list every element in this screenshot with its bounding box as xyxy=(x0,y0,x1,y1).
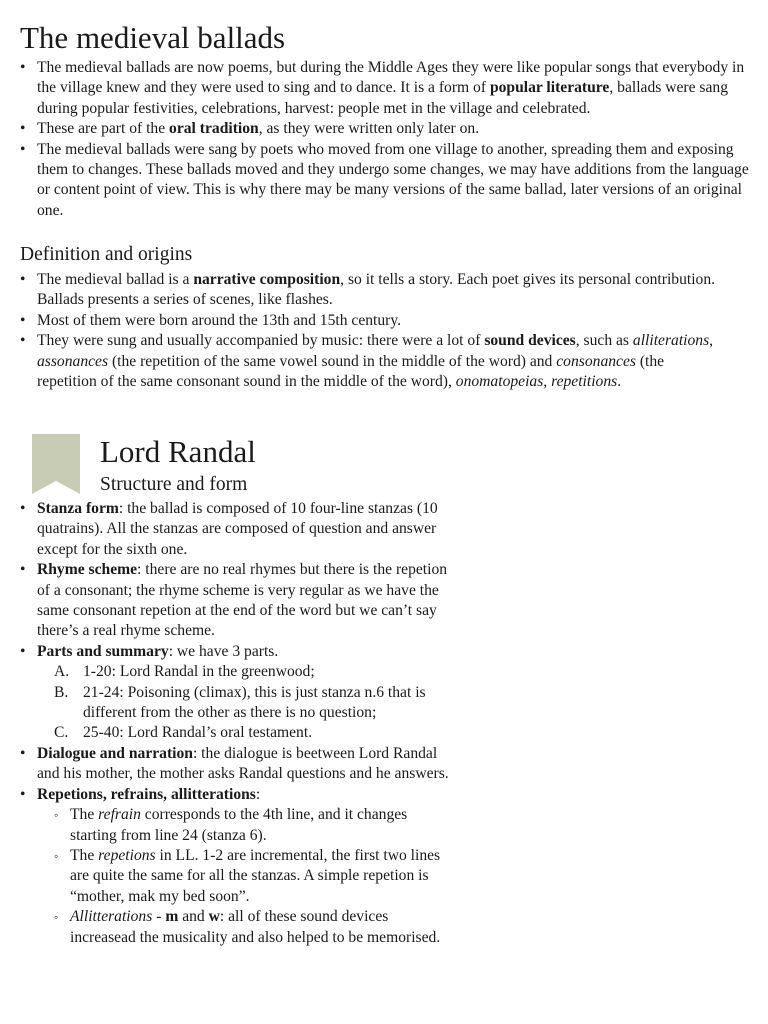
bold-term: Dialogue and narration xyxy=(37,744,193,762)
italic-term: consonances xyxy=(556,352,636,370)
text-run: . xyxy=(617,373,622,391)
text-run: in LL. 1-2 are incremental, the first two lines are quite the same for all the stanzas. A simple repetion is “mother, mak my bed soon”. xyxy=(70,846,441,905)
list-item xyxy=(20,331,720,392)
list-item xyxy=(20,499,456,560)
text-run: : the ballad is composed of 10 four-line stanzas (10 quatrains). All the stanzas are composed of question and answer except for the sixth one. xyxy=(37,500,438,558)
structure-bullet-list xyxy=(20,499,456,948)
text-run: The xyxy=(70,846,99,864)
text-run: : there are no real rhymes but there is the repetion of a consonant; the rhyme scheme is very regular as we have the same consonant repetion at the end of the word but we can’t say there’s a real rhyme scheme. xyxy=(37,561,448,640)
list-item xyxy=(20,744,456,785)
bold-term: Repetions, refrains, allitterations xyxy=(37,785,256,803)
list-item xyxy=(20,270,720,311)
list-marker: A. xyxy=(54,663,70,681)
italic-term: alliterations xyxy=(632,332,710,350)
text-run: The medieval ballad is a xyxy=(37,271,194,288)
list-item xyxy=(37,805,456,846)
text-run: , ballads were sang during popular festivities, celebrations, harvest: people met in the village and celebrated. xyxy=(37,79,729,117)
text-run: , such as xyxy=(575,332,633,350)
definition-bullet-list xyxy=(20,270,720,392)
bold-term: oral tradition xyxy=(169,120,259,138)
bold-term: Stanza form xyxy=(37,500,119,517)
italic-term: onomatopeias xyxy=(455,373,544,391)
bold-term: Rhyme scheme xyxy=(37,561,138,579)
page-title: The medieval ballads xyxy=(20,20,286,55)
list-marker: B. xyxy=(54,683,69,701)
bold-term: sound devices xyxy=(484,332,576,350)
bold-term: Parts and summary xyxy=(37,642,169,660)
text-run: and xyxy=(178,908,209,926)
text-run: , xyxy=(709,332,714,350)
italic-term: repetions xyxy=(98,846,156,864)
list-item xyxy=(37,723,456,743)
text-run: 25-40: Lord Randal’s oral testament. xyxy=(83,724,313,742)
text-run: (the repetition of the same consonant sound in the middle of the word), xyxy=(37,352,665,391)
text-run: (the repetition of the same vowel sound in the middle of the word) and xyxy=(108,352,557,370)
text-run: - xyxy=(152,908,166,926)
section-title: Lord Randal xyxy=(100,434,256,469)
text-run: , so it tells a story. Each poet gives its personal contribution. Ballads presents a series of scenes, like flashes. xyxy=(37,271,716,309)
text-run: These are part of the xyxy=(37,120,170,138)
list-item xyxy=(20,560,456,642)
list-item xyxy=(37,846,456,907)
list-marker: C. xyxy=(54,724,69,742)
text-run: : all of these sound devices increasead the musicality and also helped to be memorised. xyxy=(70,908,441,946)
text-run: corresponds to the 4th line, and it changes starting from line 24 (stanza 6). xyxy=(70,806,408,844)
list-item xyxy=(20,119,758,139)
text-run: , xyxy=(543,373,552,391)
list-item: • The medieval ballads were sang by poets who moved from one village to another, spreading them and exposing them to changes. These ballads moved and they undergo some changes, we may have additions from the language or content point of view. This is why there may be many versions of the same ballad, later versions of an original one. xyxy=(20,140,758,222)
text-run: 21-24: Poisoning (climax), this is just stanza n.6 that is different from the other as there is no question; xyxy=(83,683,426,722)
bold-term: popular literature xyxy=(489,79,610,97)
text-run: They were sung and usually accompanied by music: there were a lot of xyxy=(37,332,485,350)
section-subtitle: Structure and form xyxy=(100,474,248,495)
list-item xyxy=(37,662,456,682)
list-item xyxy=(37,683,456,724)
text-run: : we have 3 parts. xyxy=(168,642,279,660)
text-run: : the dialogue is beetween Lord Randal and his mother, the mother asks Randal questions and he answers. xyxy=(37,744,449,783)
text-run: 1-20: Lord Randal in the greenwood; xyxy=(83,663,315,681)
bold-term: w xyxy=(208,908,220,926)
text-run: The medieval ballads are now poems, but during the Middle Ages they were like popular songs that everybody in the village knew and they were used to sing and to dance. It is a form of xyxy=(37,59,745,97)
text-run: The xyxy=(70,806,99,824)
list-item xyxy=(20,785,456,948)
list-item: • Most of them were born around the 13th and 15th century. xyxy=(20,311,720,331)
parts-list xyxy=(37,662,456,744)
list-item xyxy=(20,642,456,744)
italic-term: refrain xyxy=(98,806,141,824)
ballads-bullet-list xyxy=(20,58,758,221)
repetitions-sublist xyxy=(37,805,456,948)
bold-term: narrative composition xyxy=(193,271,341,288)
italic-term: Allitterations xyxy=(70,908,153,926)
text-run: : xyxy=(255,785,261,803)
bold-term: m xyxy=(165,908,179,926)
list-item xyxy=(20,58,758,119)
italic-term: assonances xyxy=(37,352,109,370)
bookmark-ribbon-icon xyxy=(32,434,80,494)
list-item xyxy=(37,907,456,948)
italic-term: repetitions xyxy=(551,373,618,391)
text-run: , as they were written only later on. xyxy=(258,120,480,138)
section-heading: Definition and origins xyxy=(20,244,193,265)
